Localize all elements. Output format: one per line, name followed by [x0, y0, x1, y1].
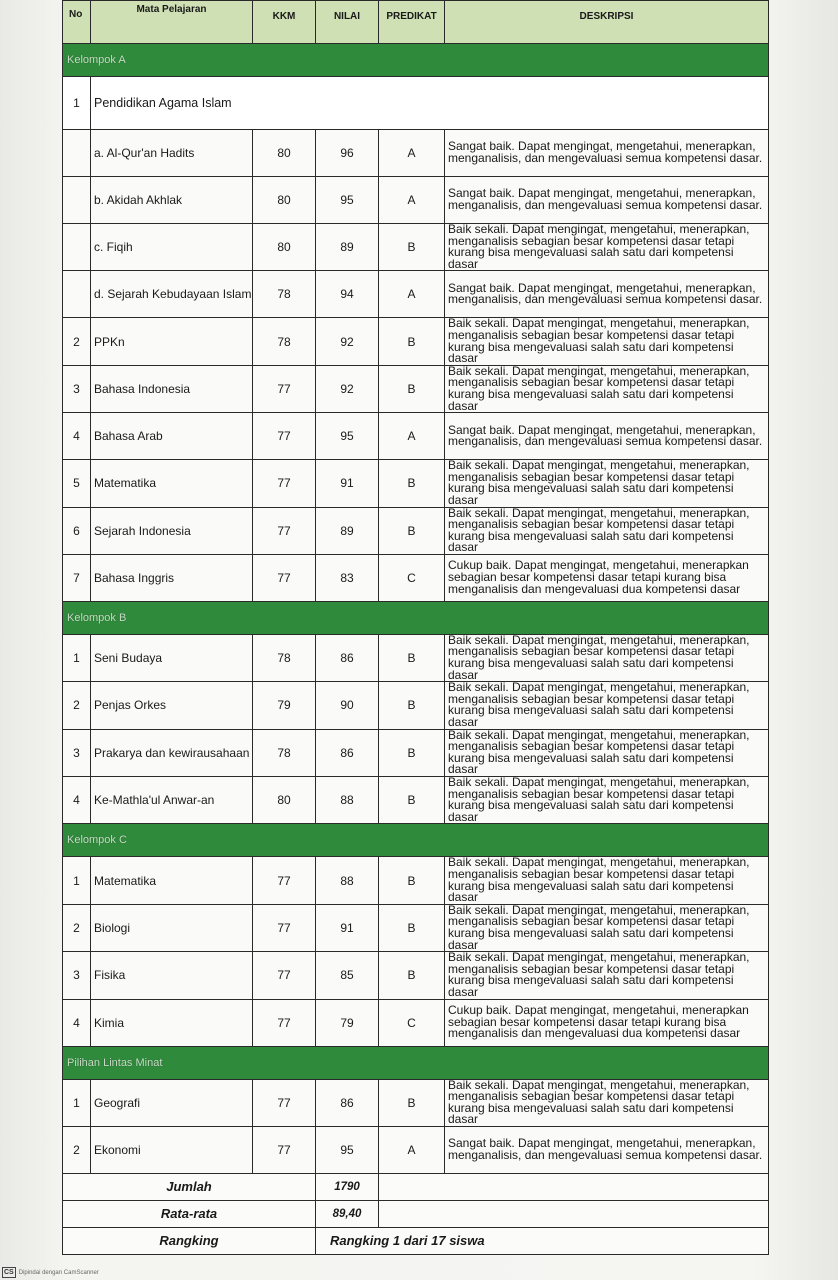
row-predikat: B — [379, 365, 445, 412]
row-nilai: 86 — [316, 634, 379, 681]
row-deskripsi: Baik sekali. Dapat mengingat, mengetahui, menerapkan, menganalisis sebagian besar kompetensi dasar tetapi kurang bisa mengevaluasi salah satu dari kompetensi dasar — [445, 460, 769, 507]
row-no: 4 — [63, 777, 91, 824]
row-kkm: 77 — [253, 413, 316, 460]
row-kkm: 77 — [253, 1079, 316, 1126]
row-no: 6 — [63, 507, 91, 554]
row-nilai: 95 — [316, 1126, 379, 1173]
row-predikat: A — [379, 413, 445, 460]
row-subject: Pendidikan Agama Islam — [91, 77, 769, 130]
row-no: 2 — [63, 1126, 91, 1173]
table-row — [63, 857, 769, 904]
row-predikat: B — [379, 729, 445, 776]
header-deskripsi: DESKRIPSI — [445, 1, 769, 44]
row-kkm: 78 — [253, 318, 316, 365]
row-nilai: 88 — [316, 777, 379, 824]
row-nilai: 83 — [316, 554, 379, 601]
total-value: 1790 — [316, 1173, 379, 1200]
row-subject: Bahasa Inggris — [91, 554, 253, 601]
row-nilai: 92 — [316, 318, 379, 365]
row-nilai: 90 — [316, 682, 379, 729]
group-lintas-minat-label: Pilihan Lintas Minat — [63, 1046, 769, 1079]
row-kkm: 80 — [253, 777, 316, 824]
row-subject: Geografi — [91, 1079, 253, 1126]
row-kkm: 78 — [253, 634, 316, 681]
row-predikat: B — [379, 682, 445, 729]
row-subject: Penjas Orkes — [91, 682, 253, 729]
row-subject: Matematika — [91, 460, 253, 507]
row-subject: Ekonomi — [91, 1126, 253, 1173]
row-predikat: A — [379, 177, 445, 224]
row-nilai: 79 — [316, 999, 379, 1046]
average-value: 89,40 — [316, 1200, 379, 1227]
row-deskripsi: Sangat baik. Dapat mengingat, mengetahui, menerapkan, menganalisis, dan mengevaluasi semua kompetensi dasar. — [445, 271, 769, 318]
row-no: 1 — [63, 634, 91, 681]
row-kkm: 77 — [253, 999, 316, 1046]
row-kkm: 80 — [253, 130, 316, 177]
table-row — [63, 682, 769, 729]
table-row — [63, 130, 769, 177]
row-predikat: B — [379, 1079, 445, 1126]
table-row — [63, 177, 769, 224]
row-predikat: A — [379, 271, 445, 318]
table-row — [63, 554, 769, 601]
row-kkm: 80 — [253, 177, 316, 224]
table-row — [63, 365, 769, 412]
row-predikat: B — [379, 777, 445, 824]
group-c-row — [63, 824, 769, 857]
grades-table — [62, 0, 769, 1255]
row-kkm: 77 — [253, 952, 316, 999]
average-label: Rata-rata — [63, 1200, 316, 1227]
row-predikat: B — [379, 507, 445, 554]
row-deskripsi: Baik sekali. Dapat mengingat, mengetahui, menerapkan, menganalisis sebagian besar kompetensi dasar tetapi kurang bisa mengevaluasi salah satu dari kompetensi dasar — [445, 952, 769, 999]
row-subject: c. Fiqih — [91, 224, 253, 271]
row-no: 1 — [63, 77, 91, 130]
row-kkm: 77 — [253, 460, 316, 507]
row-subject: b. Akidah Akhlak — [91, 177, 253, 224]
row-deskripsi: Sangat baik. Dapat mengingat, mengetahui, menerapkan, menganalisis, dan mengevaluasi semua kompetensi dasar. — [445, 177, 769, 224]
table-row — [63, 507, 769, 554]
row-deskripsi: Baik sekali. Dapat mengingat, mengetahui, menerapkan, menganalisis sebagian besar kompetensi dasar tetapi kurang bisa mengevaluasi salah satu dari kompetensi dasar — [445, 365, 769, 412]
row-subject: Bahasa Indonesia — [91, 365, 253, 412]
table-row — [63, 271, 769, 318]
summary-average-row — [63, 1200, 769, 1227]
row-subject: Matematika — [91, 857, 253, 904]
row-predikat: B — [379, 634, 445, 681]
row-nilai: 89 — [316, 507, 379, 554]
row-kkm: 78 — [253, 271, 316, 318]
group-lintas-minat-row — [63, 1046, 769, 1079]
row-deskripsi: Baik sekali. Dapat mengingat, mengetahui, menerapkan, menganalisis sebagian besar kompetensi dasar tetapi kurang bisa mengevaluasi salah satu dari kompetensi dasar — [445, 904, 769, 951]
row-no: 3 — [63, 952, 91, 999]
row-subject: Kimia — [91, 999, 253, 1046]
row-subject: Seni Budaya — [91, 634, 253, 681]
row-nilai: 92 — [316, 365, 379, 412]
row-nilai: 95 — [316, 413, 379, 460]
row-deskripsi: Baik sekali. Dapat mengingat, mengetahui, menerapkan, menganalisis sebagian besar kompetensi dasar tetapi kurang bisa mengevaluasi salah satu dari kompetensi dasar — [445, 634, 769, 681]
row-subject: Biologi — [91, 904, 253, 951]
row-deskripsi: Cukup baik. Dapat mengingat, mengetahui, menerapkan sebagian besar kompetensi dasar tetapi kurang bisa menganalisis dan mengevaluasi dua kompetensi dasar — [445, 554, 769, 601]
row-no: 1 — [63, 1079, 91, 1126]
row-no: 4 — [63, 999, 91, 1046]
row-subject: Sejarah Indonesia — [91, 507, 253, 554]
row-no: 5 — [63, 460, 91, 507]
group-a-label: Kelompok A — [63, 44, 769, 77]
row-predikat: B — [379, 904, 445, 951]
row-predikat: B — [379, 952, 445, 999]
summary-total-row — [63, 1173, 769, 1200]
table-row — [63, 1126, 769, 1173]
group-a-row — [63, 44, 769, 77]
header-kkm: KKM — [253, 1, 316, 44]
row-deskripsi: Baik sekali. Dapat mengingat, mengetahui, menerapkan, menganalisis sebagian besar kompetensi dasar tetapi kurang bisa mengevaluasi salah satu dari kompetensi dasar — [445, 224, 769, 271]
row-deskripsi: Baik sekali. Dapat mengingat, mengetahui, menerapkan, menganalisis sebagian besar kompetensi dasar tetapi kurang bisa mengevaluasi salah satu dari kompetensi dasar — [445, 857, 769, 904]
table-row — [63, 460, 769, 507]
header-predikat: PREDIKAT — [379, 1, 445, 44]
header-nilai: NILAI — [316, 1, 379, 44]
row-deskripsi: Baik sekali. Dapat mengingat, mengetahui, menerapkan, menganalisis sebagian besar kompetensi dasar tetapi kurang bisa mengevaluasi salah satu dari kompetensi dasar — [445, 507, 769, 554]
row-kkm: 77 — [253, 507, 316, 554]
row-kkm: 77 — [253, 904, 316, 951]
row-kkm: 77 — [253, 365, 316, 412]
header-row — [63, 1, 769, 44]
table-row — [63, 77, 769, 130]
row-subject: d. Sejarah Kebudayaan Islam — [91, 271, 253, 318]
row-kkm: 79 — [253, 682, 316, 729]
row-subject: Ke-Mathla'ul Anwar-an — [91, 777, 253, 824]
row-no: 3 — [63, 729, 91, 776]
row-no: 2 — [63, 318, 91, 365]
row-predikat: C — [379, 999, 445, 1046]
camscanner-text: Dipindai dengan CamScanner — [18, 1269, 99, 1276]
row-deskripsi: Baik sekali. Dapat mengingat, mengetahui, menerapkan, menganalisis sebagian besar kompetensi dasar tetapi kurang bisa mengevaluasi salah satu dari kompetensi dasar — [445, 682, 769, 729]
row-no: 2 — [63, 682, 91, 729]
row-kkm: 77 — [253, 1126, 316, 1173]
row-deskripsi: Cukup baik. Dapat mengingat, mengetahui, menerapkan sebagian besar kompetensi dasar tetapi kurang bisa menganalisis dan mengevaluasi dua kompetensi dasar — [445, 999, 769, 1046]
summary-rank-row — [63, 1227, 769, 1254]
row-nilai: 86 — [316, 729, 379, 776]
table-row — [63, 952, 769, 999]
row-kkm: 77 — [253, 554, 316, 601]
row-predikat: B — [379, 224, 445, 271]
row-deskripsi: Sangat baik. Dapat mengingat, mengetahui, menerapkan, menganalisis, dan mengevaluasi semua kompetensi dasar. — [445, 130, 769, 177]
table-row — [63, 777, 769, 824]
row-nilai: 89 — [316, 224, 379, 271]
group-b-label: Kelompok B — [63, 601, 769, 634]
row-kkm: 78 — [253, 729, 316, 776]
row-nilai: 91 — [316, 460, 379, 507]
row-predikat: B — [379, 460, 445, 507]
row-subject: a. Al-Qur'an Hadits — [91, 130, 253, 177]
total-label: Jumlah — [63, 1173, 316, 1200]
row-deskripsi: Baik sekali. Dapat mengingat, mengetahui, menerapkan, menganalisis sebagian besar kompetensi dasar tetapi kurang bisa mengevaluasi salah satu dari kompetensi dasar — [445, 729, 769, 776]
group-c-label: Kelompok C — [63, 824, 769, 857]
row-no: 7 — [63, 554, 91, 601]
row-no: 4 — [63, 413, 91, 460]
header-subject: Mata Pelajaran — [91, 1, 253, 44]
row-nilai: 95 — [316, 177, 379, 224]
rank-label: Rangking — [63, 1227, 316, 1254]
table-row — [63, 224, 769, 271]
row-no: 3 — [63, 365, 91, 412]
table-row — [63, 729, 769, 776]
row-deskripsi: Baik sekali. Dapat mengingat, mengetahui, menerapkan, menganalisis sebagian besar kompetensi dasar tetapi kurang bisa mengevaluasi salah satu dari kompetensi dasar — [445, 318, 769, 365]
rank-value: Rangking 1 dari 17 siswa — [316, 1227, 769, 1254]
row-predikat: A — [379, 130, 445, 177]
row-predikat: B — [379, 318, 445, 365]
row-deskripsi: Baik sekali. Dapat mengingat, mengetahui, menerapkan, menganalisis sebagian besar kompetensi dasar tetapi kurang bisa mengevaluasi salah satu dari kompetensi dasar — [445, 777, 769, 824]
row-deskripsi: Baik sekali. Dapat mengingat, mengetahui, menerapkan, menganalisis sebagian besar kompetensi dasar tetapi kurang bisa mengevaluasi salah satu dari kompetensi dasar — [445, 1079, 769, 1126]
table-row — [63, 413, 769, 460]
row-kkm: 77 — [253, 857, 316, 904]
row-nilai: 86 — [316, 1079, 379, 1126]
table-row — [63, 634, 769, 681]
row-subject: Bahasa Arab — [91, 413, 253, 460]
row-kkm: 80 — [253, 224, 316, 271]
row-no: 2 — [63, 904, 91, 951]
group-b-row — [63, 601, 769, 634]
row-predikat: B — [379, 857, 445, 904]
row-subject: Fisika — [91, 952, 253, 999]
row-subject: Prakarya dan kewirausahaan — [91, 729, 253, 776]
row-nilai: 85 — [316, 952, 379, 999]
table-row — [63, 999, 769, 1046]
row-nilai: 88 — [316, 857, 379, 904]
table-row — [63, 318, 769, 365]
row-nilai: 96 — [316, 130, 379, 177]
camscanner-watermark — [2, 1267, 99, 1278]
row-predikat: C — [379, 554, 445, 601]
row-deskripsi: Sangat baik. Dapat mengingat, mengetahui, menerapkan, menganalisis, dan mengevaluasi semua kompetensi dasar. — [445, 1126, 769, 1173]
camscanner-logo-icon: CS — [4, 1269, 14, 1276]
table-row — [63, 1079, 769, 1126]
table-row — [63, 904, 769, 951]
header-no: No — [63, 1, 91, 44]
row-nilai: 91 — [316, 904, 379, 951]
row-subject: PPKn — [91, 318, 253, 365]
row-predikat: A — [379, 1126, 445, 1173]
row-no: 1 — [63, 857, 91, 904]
row-nilai: 94 — [316, 271, 379, 318]
row-deskripsi: Sangat baik. Dapat mengingat, mengetahui, menerapkan, menganalisis, dan mengevaluasi semua kompetensi dasar. — [445, 413, 769, 460]
